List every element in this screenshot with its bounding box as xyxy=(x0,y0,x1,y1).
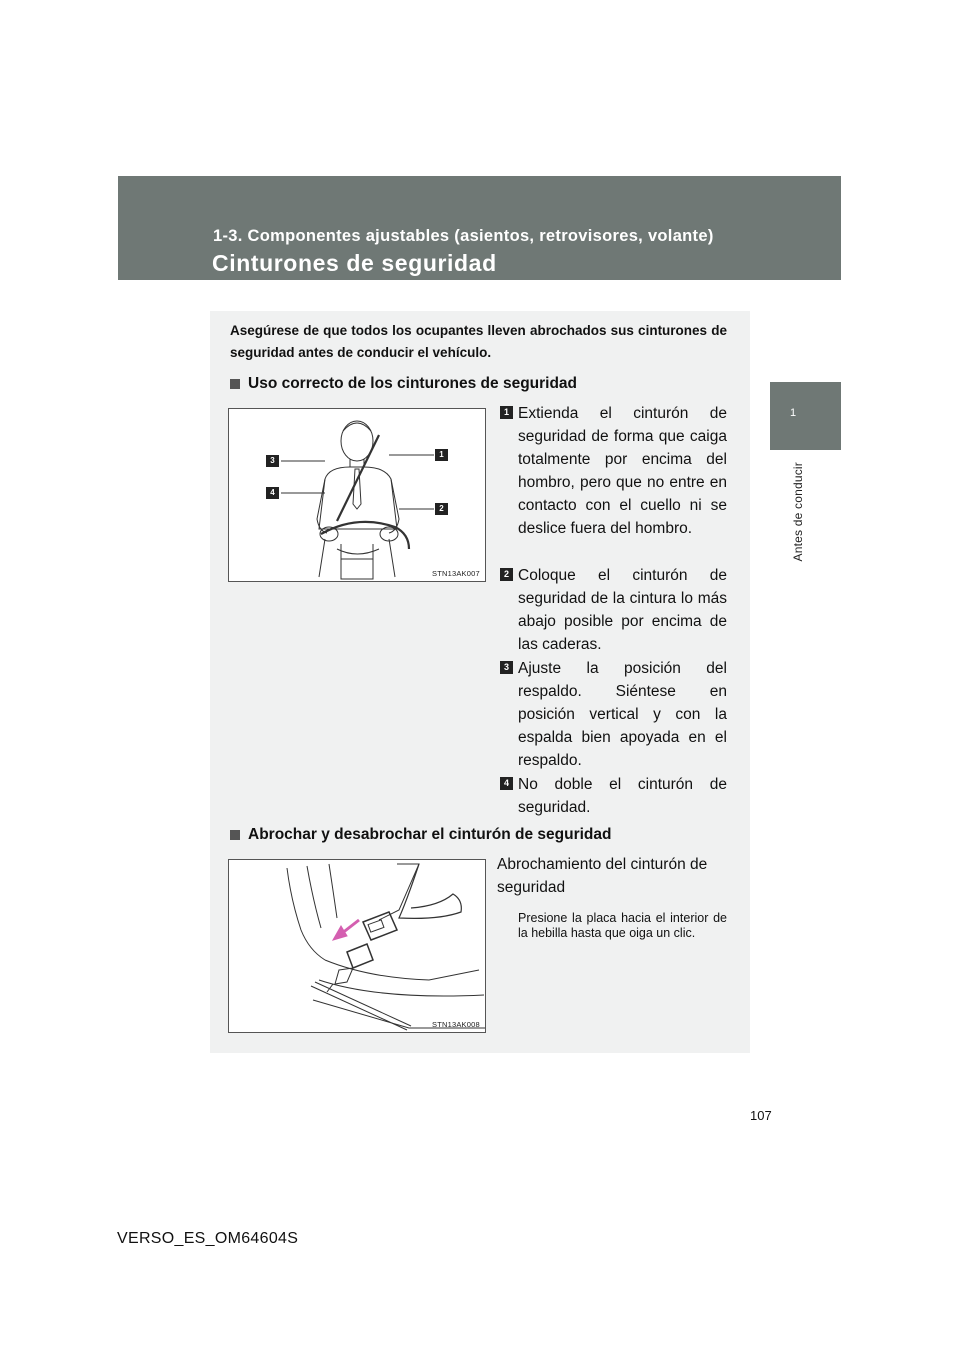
step-text: No doble el cinturón de seguridad. xyxy=(518,776,727,816)
square-bullet-icon xyxy=(230,379,240,389)
step-number: 3 xyxy=(500,661,513,674)
section2-heading-text: Abrochar y desabrochar el cinturón de seguridad xyxy=(248,826,612,843)
seatbelt-usage-figure xyxy=(228,408,486,582)
intro-text: Asegúrese de que todos los ocupantes lleven abrochados sus cinturones de seguridad antes de conducir el vehículo. xyxy=(230,323,727,360)
buckle-illustration xyxy=(229,860,485,1032)
step-text: Ajuste la posición del respaldo. Siéntese en posición vertical y con la espalda bien apoyada en el respaldo. xyxy=(518,660,727,769)
step-text: Coloque el cinturón de seguridad de la cintura lo más abajo posible por encima de las caderas. xyxy=(518,567,727,653)
section2-heading xyxy=(230,826,611,844)
buckle-figure xyxy=(228,859,486,1033)
callout-4: 4 xyxy=(266,487,279,499)
step-1 xyxy=(500,402,727,540)
page-title: Cinturones de seguridad xyxy=(212,250,497,276)
step-number: 1 xyxy=(500,406,513,419)
figure-code: STN13AK008 xyxy=(432,1020,480,1029)
section-label: 1-3. Componentes ajustables (asientos, retrovisores, volante) xyxy=(213,227,714,245)
callout-1: 1 xyxy=(435,449,448,461)
fasten-note: Presione la placa hacia el interior de la hebilla hasta que oiga un clic. xyxy=(518,911,727,940)
page-number: 107 xyxy=(750,1108,772,1123)
step-number: 2 xyxy=(500,568,513,581)
step-text: Extienda el cinturón de seguridad de forma que caiga totalmente por encima del hombro, pero que no entre en contacto con el cuello ni se deslice fuera del hombro. xyxy=(518,405,727,537)
step-2 xyxy=(500,564,727,656)
step-number: 4 xyxy=(500,777,513,790)
footer-code: VERSO_ES_OM64604S xyxy=(117,1230,299,1247)
step-3 xyxy=(500,657,727,772)
section1-heading xyxy=(230,375,577,393)
step-4 xyxy=(500,773,727,819)
figure-code: STN13AK007 xyxy=(432,569,480,578)
insert-arrow-icon xyxy=(333,926,347,940)
square-bullet-icon xyxy=(230,830,240,840)
fasten-subtitle: Abrochamiento del cinturón de seguridad xyxy=(497,856,708,896)
callout-3: 3 xyxy=(266,455,279,467)
chapter-tab[interactable] xyxy=(770,382,841,450)
chapter-tab-label: Antes de conducir xyxy=(791,462,805,562)
section1-heading-text: Uso correcto de los cinturones de seguridad xyxy=(248,375,578,392)
chapter-tab-number: 1 xyxy=(790,407,797,419)
callout-2: 2 xyxy=(435,503,448,515)
